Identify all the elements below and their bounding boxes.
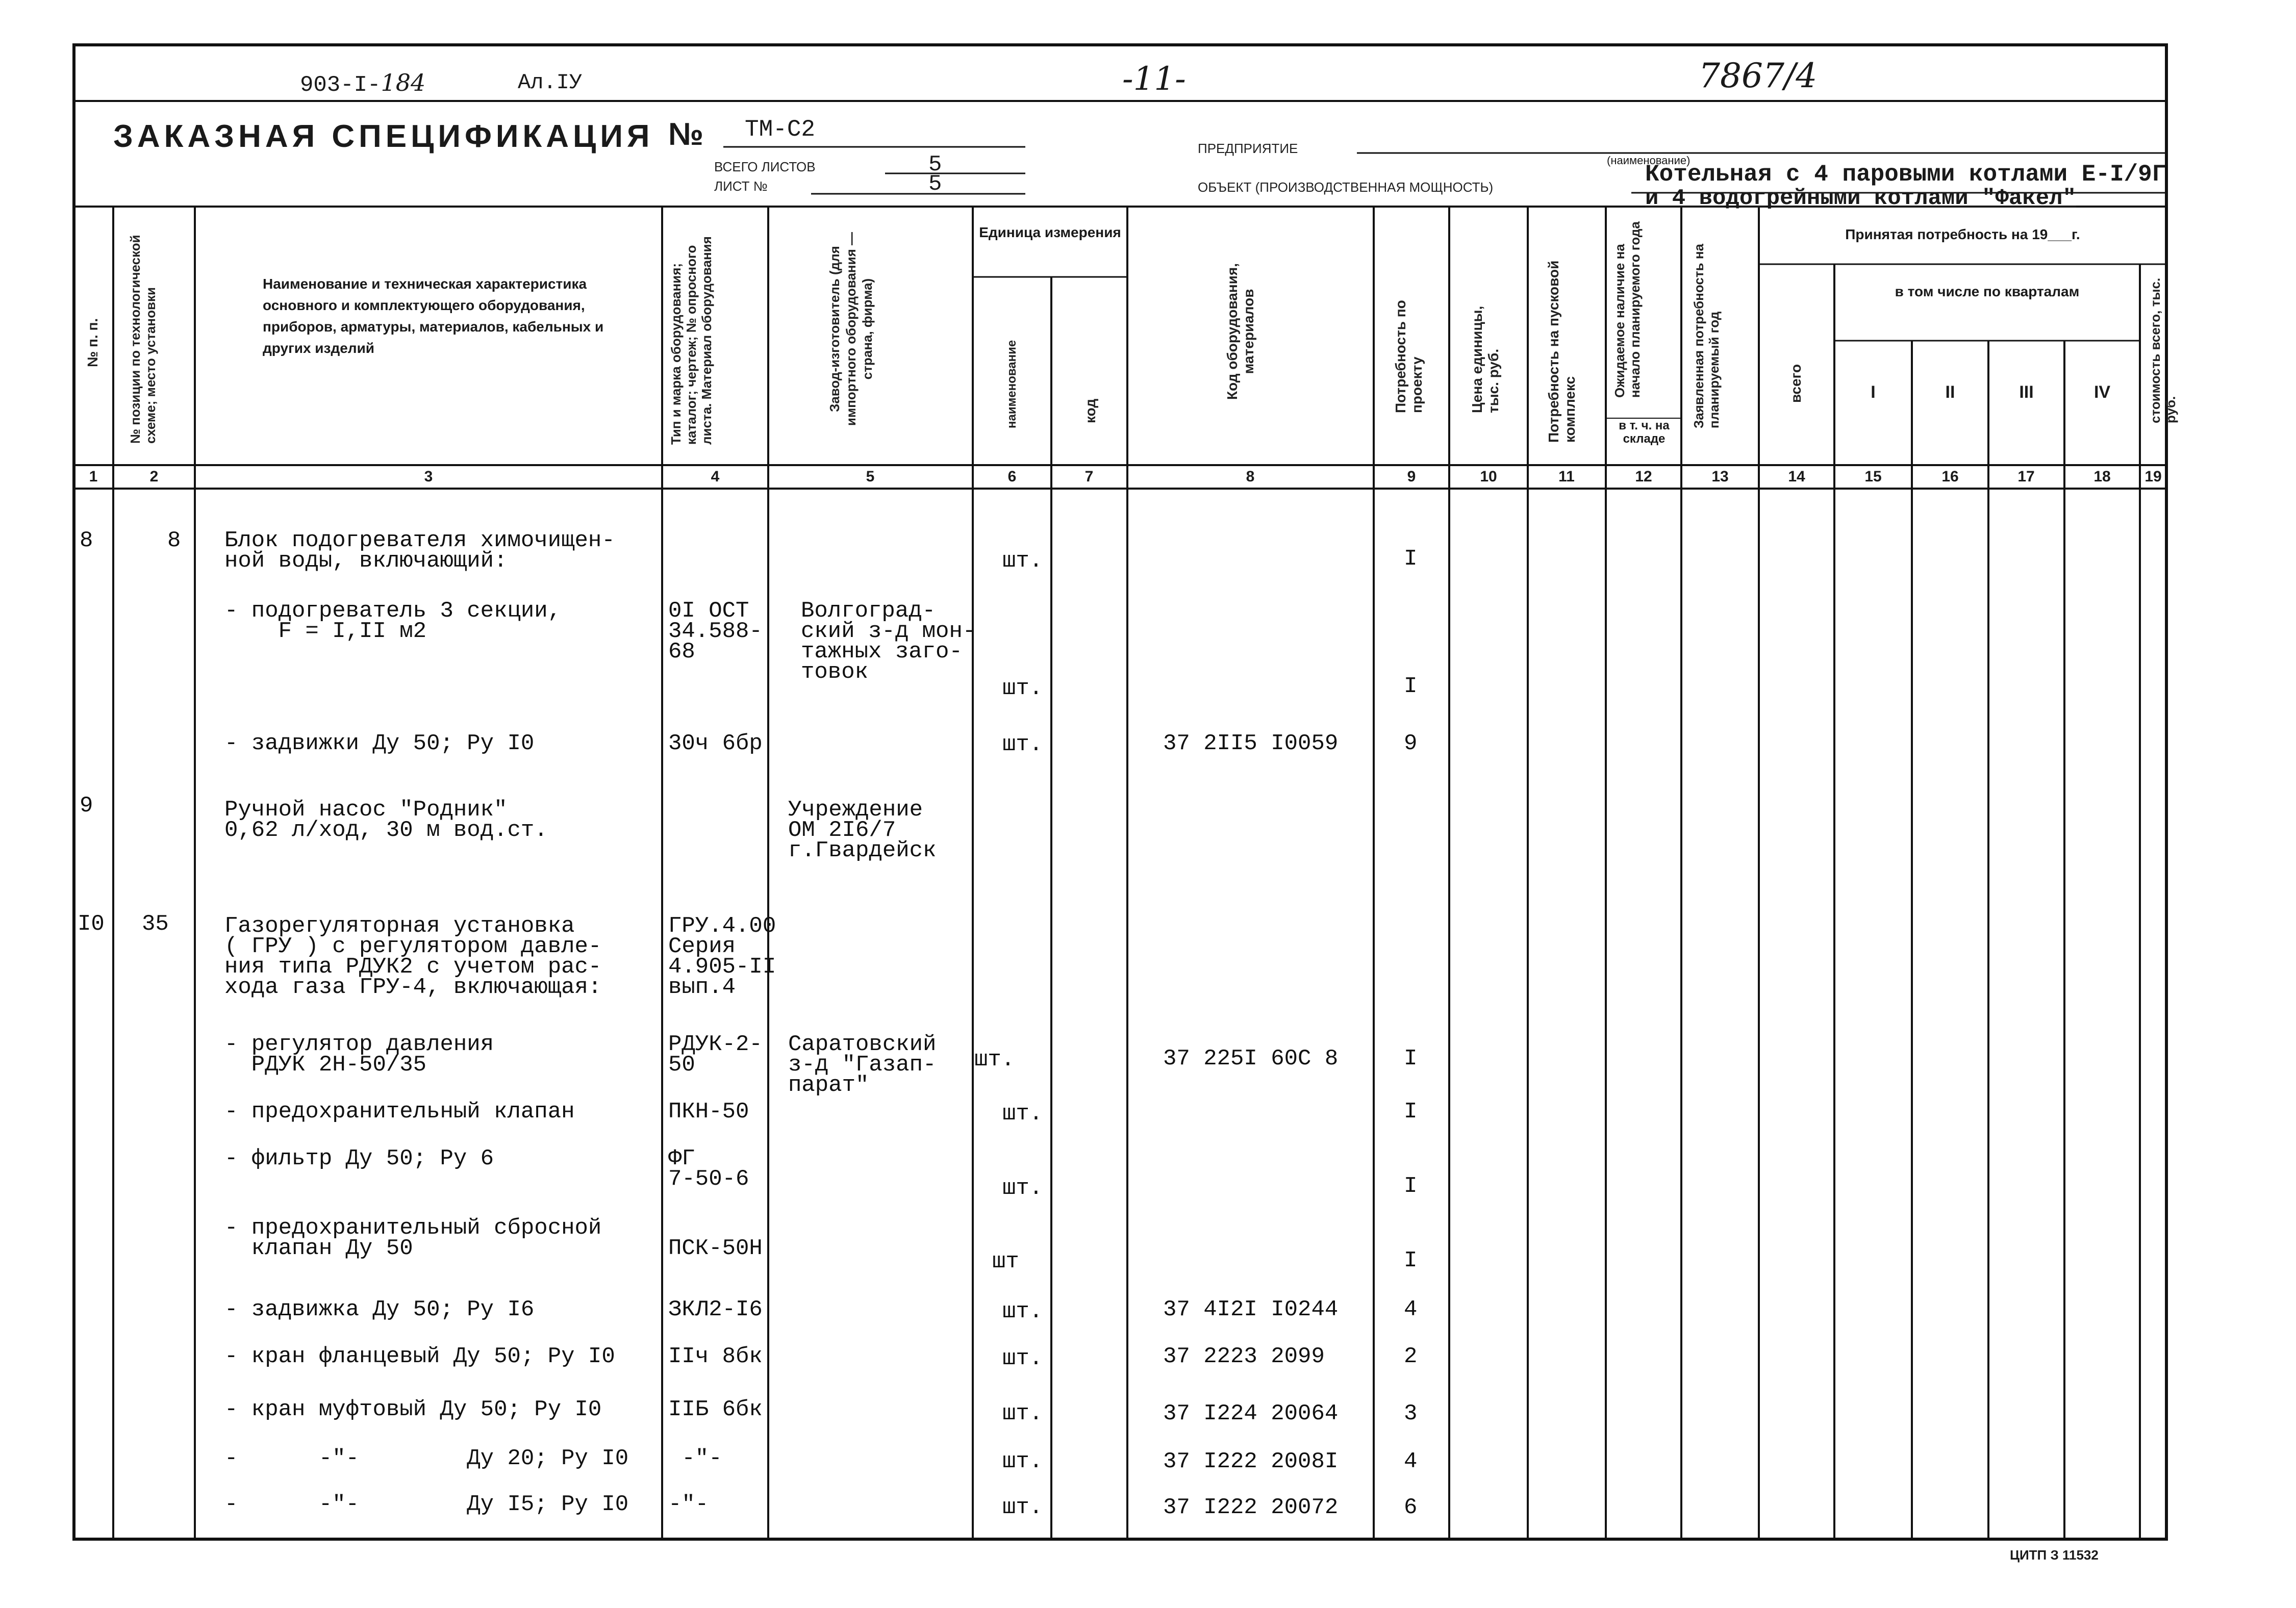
col-number: 19 <box>2144 468 2162 485</box>
col-number: 3 <box>424 468 433 485</box>
row-unit: шт. <box>1002 548 1043 574</box>
col-number: 18 <box>2093 468 2111 485</box>
row-equipment-code: 37 I222 2008I <box>1163 1449 1339 1474</box>
col-header-8: Код оборудования, материалов <box>1224 263 1256 400</box>
row-type: РДУК-2- 50 <box>668 1032 763 1078</box>
col-number: 14 <box>1788 468 1805 485</box>
sheet-label: ЛИСТ № <box>714 178 768 194</box>
col-header-6: наименование <box>1005 340 1019 428</box>
row-unit: шт. <box>1002 1346 1043 1371</box>
row-unit: шт. <box>1002 1299 1043 1324</box>
col-number: 12 <box>1635 468 1652 485</box>
page-number: -11- <box>1122 60 1186 98</box>
row-position: 8 <box>167 528 181 553</box>
object-name-line2: и 4 водогрейными котлами "Факел" <box>1645 186 2076 211</box>
form-number-value: ТМ-С2 <box>745 116 816 143</box>
quarter-2-header: II <box>1945 382 1955 402</box>
form-title: ЗАКАЗНАЯ СПЕЦИФИКАЦИЯ <box>113 119 654 154</box>
col-header-3: Наименование и техническая характеристика основного и комплектующего оборудования, приборов, арматуры, материалов, кабельных и других изделий <box>263 276 604 356</box>
row-need: I <box>1404 674 1418 699</box>
row-maker: Волгоград- ский з-д мон- тажных заго- товок <box>801 598 976 685</box>
row-name: - задвижка Ду 50; Ру I6 <box>224 1297 535 1322</box>
col-number: 8 <box>1246 468 1255 485</box>
col-header-5: Завод-изготовитель (для импортного оборудования —страна, фирма) <box>827 232 875 426</box>
col-number: 2 <box>149 468 159 485</box>
album-number: Ал.IУ <box>518 70 583 95</box>
row-type: IIБ 6бк <box>668 1397 763 1422</box>
row-name: - -"- Ду I5; Ру I0 <box>224 1492 629 1517</box>
row-need: I <box>1404 1046 1418 1071</box>
row-unit: шт. <box>1002 732 1043 757</box>
form-number-label: № <box>668 117 704 152</box>
col-number: 5 <box>866 468 875 485</box>
row-need: 2 <box>1404 1344 1418 1369</box>
row-type: ФГ 7-50-6 <box>668 1146 749 1192</box>
row-type: ПСК-50Н <box>668 1236 763 1261</box>
sheet-value: 5 <box>928 171 942 197</box>
row-unit: шт <box>992 1249 1019 1274</box>
col-header-7: код <box>1082 398 1098 423</box>
col-number: 6 <box>1007 468 1017 485</box>
row-type: -"- <box>668 1446 722 1471</box>
col-header-14: всего <box>1788 364 1804 403</box>
col-number: 10 <box>1480 468 1497 485</box>
col-header-13: Заявленная потребность на планируемый год <box>1691 244 1722 428</box>
row-number: 8 <box>80 528 93 553</box>
row-type: ЗКЛ2-I6 <box>668 1297 763 1322</box>
accepted-group-header: Принятая потребность на 19___г. <box>1845 226 2080 242</box>
row-name: - кран муфтовый Ду 50; Ру I0 <box>224 1397 602 1422</box>
row-name: Блок подогревателя химочищен- ной воды, включающий: <box>224 528 615 574</box>
row-equipment-code: 37 2223 2099 <box>1163 1344 1325 1369</box>
enterprise-label: ПРЕДПРИЯТИЕ <box>1198 141 1298 156</box>
quarter-4-header: IV <box>2093 382 2111 402</box>
row-name: Газорегуляторная установка ( ГРУ ) с регулятором давле- ния типа РДУК2 с учетом рас- хода газа ГРУ-4, включающая: <box>224 913 602 1000</box>
row-need: I <box>1404 1099 1418 1125</box>
col-number: 9 <box>1407 468 1416 485</box>
sheet-reference: 7867/4 <box>1699 56 1818 95</box>
object-name-line1: Котельная с 4 паровыми котлами Е-I/9Г <box>1645 161 2166 188</box>
col-header-11: Потребность на пусковой комплекс <box>1546 260 1578 443</box>
col-header-12-bottom: в т. ч. на складе <box>1619 419 1670 446</box>
row-type: ПКН-50 <box>668 1099 749 1125</box>
row-need: 4 <box>1404 1297 1418 1322</box>
row-unit: шт. <box>1002 676 1043 701</box>
row-need: 9 <box>1404 731 1418 756</box>
row-unit: шт. <box>974 1047 1015 1073</box>
row-need: 4 <box>1404 1449 1418 1474</box>
row-name: - задвижки Ду 50; Ру I0 <box>224 731 535 756</box>
row-equipment-code: 37 I224 20064 <box>1163 1401 1339 1426</box>
row-name: - предохранительный клапан <box>224 1099 575 1125</box>
col-number: 11 <box>1558 468 1575 485</box>
row-name: Ручной насос "Родник" 0,62 л/ход, 30 м вод.ст. <box>224 797 548 843</box>
row-name: - регулятор давления РДУК 2Н-50/35 <box>224 1032 494 1078</box>
row-name: - предохранительный сбросной клапан Ду 50 <box>224 1215 602 1261</box>
row-maker: Учреждение ОМ 2I6/7 г.Гвардейск <box>788 797 937 863</box>
row-type: -"- <box>668 1492 709 1517</box>
col-number: 15 <box>1864 468 1882 485</box>
document-code <box>300 69 425 98</box>
object-label: ОБЪЕКТ (ПРОИЗВОДСТВЕННАЯ МОЩНОСТЬ) <box>1198 180 1494 195</box>
row-type: 30ч 6бр <box>668 731 763 756</box>
row-name: - -"- Ду 20; Ру I0 <box>224 1446 629 1471</box>
col-number: 4 <box>711 468 720 485</box>
row-position: 35 <box>142 911 169 937</box>
row-maker: Саратовский з-д "Газап- парат" <box>788 1032 937 1098</box>
col-header-2: № позиции по технологической схеме; место установки <box>128 235 158 444</box>
quarter-3-header: III <box>2019 382 2034 402</box>
row-unit: шт. <box>1002 1101 1043 1127</box>
document-code-prefix: 903-I- <box>300 72 381 98</box>
col-number: 1 <box>89 468 98 485</box>
total-sheets-label: ВСЕГО ЛИСТОВ <box>714 159 816 174</box>
row-unit: шт. <box>1002 1401 1043 1426</box>
col-header-10: Цена единицы, тыс. руб. <box>1469 305 1501 413</box>
name-caption: (наименование) <box>1607 154 1691 167</box>
col-header-19: стоимость всего, тыс. руб. <box>2148 277 2178 423</box>
total-sheets-value: 5 <box>928 152 942 177</box>
col-header-1: № п. п. <box>85 318 100 367</box>
row-name: - фильтр Ду 50; Ру 6 <box>224 1146 494 1171</box>
row-number: I0 <box>78 911 105 937</box>
row-equipment-code: 37 4I2I I0244 <box>1163 1297 1339 1322</box>
col-number: 13 <box>1711 468 1729 485</box>
quarter-1-header: I <box>1871 382 1876 402</box>
col-header-12-top: Ожидаемое наличие на начало планируемого года <box>1612 221 1643 398</box>
row-unit: шт. <box>1002 1449 1043 1474</box>
row-type: IIч 8бк <box>668 1344 763 1369</box>
row-type: 0I ОСТ 34.588- 68 <box>668 598 763 665</box>
row-need: 3 <box>1404 1401 1418 1426</box>
row-name: - кран фланцевый Ду 50; Ру I0 <box>224 1344 615 1369</box>
col-number: 16 <box>1941 468 1959 485</box>
print-code: ЦИТП З 11532 <box>2010 1547 2099 1563</box>
col-header-9: Потребность по проекту <box>1393 300 1425 413</box>
row-unit: шт. <box>1002 1176 1043 1201</box>
col-number: 7 <box>1084 468 1094 485</box>
row-name: - подогреватель 3 секции, F = I,II м2 <box>224 598 562 644</box>
row-equipment-code: 37 I222 20072 <box>1163 1495 1339 1520</box>
col-number: 17 <box>2017 468 2035 485</box>
row-need: 6 <box>1404 1495 1418 1520</box>
row-type: ГРУ.4.00 Серия 4.905-II вып.4 <box>668 913 776 1000</box>
row-need: I <box>1404 546 1418 572</box>
document-code-number: 184 <box>381 69 426 96</box>
row-number: 9 <box>80 793 93 819</box>
row-unit: шт. <box>1002 1495 1043 1520</box>
unit-group-header: Единица измерения <box>979 224 1121 240</box>
row-equipment-code: 37 225I 60С 8 <box>1163 1046 1339 1071</box>
row-need: I <box>1404 1248 1418 1273</box>
row-equipment-code: 37 2II5 I0059 <box>1163 731 1339 756</box>
row-need: I <box>1404 1173 1418 1199</box>
quarters-group-header: в том числе по кварталам <box>1895 284 2080 299</box>
col-header-4: Тип и марка оборудования; каталог; чертеж; № опросного листа. Материал оборудования <box>668 236 714 445</box>
